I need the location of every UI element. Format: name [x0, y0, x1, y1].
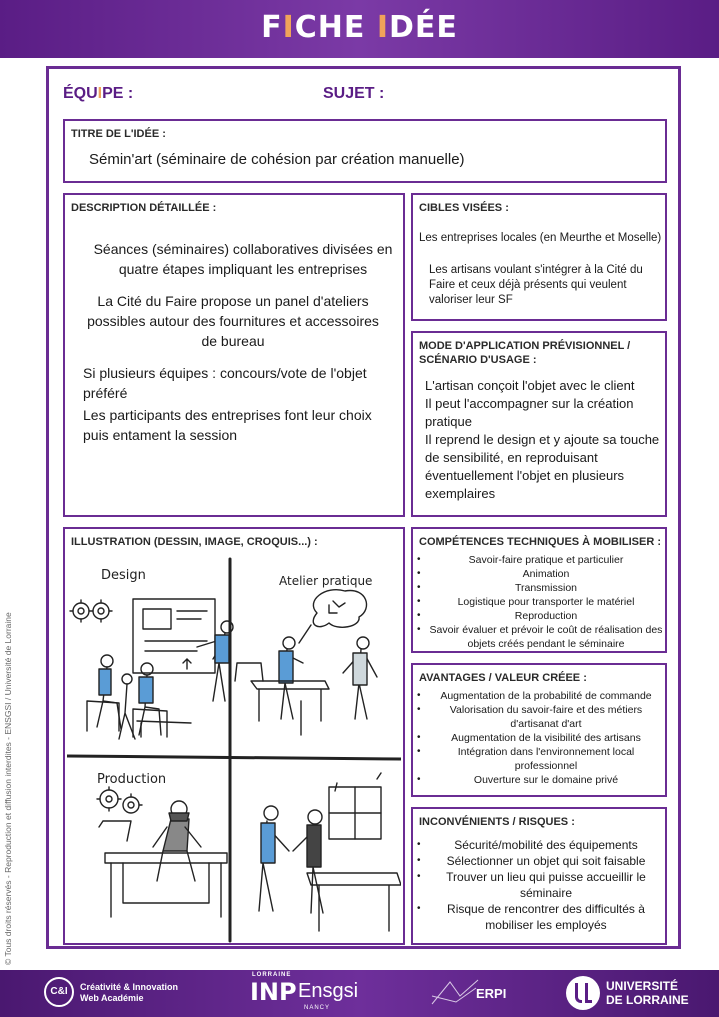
advantages-box [411, 663, 667, 797]
audience-figures [87, 655, 167, 739]
description-box [63, 193, 405, 517]
illustration-label: ILLUSTRATION (DESSIN, IMAGE, CROQUIS...) : [71, 536, 318, 548]
gears-icon [70, 600, 112, 622]
advantages-list [415, 689, 663, 787]
erpi-logo-mark [430, 976, 480, 1010]
list-item: • Augmentation de la visibilité des artisans [415, 731, 663, 745]
quadrant-divider-horizontal [67, 756, 401, 759]
risks-label: INCONVÉNIENTS / RISQUES : [419, 816, 575, 828]
scenario-label: MODE D'APPLICATION PRÉVISIONNEL / SCÉNARIO D'USAGE : [419, 340, 631, 366]
inp-small-label: LORRAINE [252, 972, 292, 978]
list-item: • Reproduction [415, 609, 663, 623]
description-label: DESCRIPTION DÉTAILLÉE : [71, 202, 217, 214]
subject-label: SUJET : [323, 85, 385, 102]
form-frame [46, 66, 681, 949]
participant-figure [343, 637, 377, 719]
risks-list [415, 837, 663, 933]
targets-box [411, 193, 667, 321]
header-banner [0, 0, 719, 58]
scenario-box [411, 331, 667, 517]
copyright-note: © Tous droits réservés - Reproduction et diffusion interdites - ENSGSI / Université de Lorraine [3, 612, 13, 965]
description-paragraph-2: La Cité du Faire propose un panel d'ateliers possibles autour des fournitures et accessoires de bureau [87, 293, 379, 349]
inp-logo: INP [250, 978, 297, 1006]
description-paragraph-4: Les participants des entreprises font leur choix puis entament la session [83, 407, 372, 443]
list-item: • Sélectionner un objet qui soit faisable [415, 853, 663, 869]
ci-logo: C&I [44, 977, 74, 1007]
whiteboard [133, 599, 215, 673]
production-table [105, 853, 227, 863]
targets-label: CIBLES VISÉES : [419, 202, 509, 214]
skills-list [415, 553, 663, 651]
handshake-figures [259, 806, 323, 913]
idea-title-label: TITRE DE L'IDÉE : [71, 128, 166, 140]
skills-label: COMPÉTENCES TECHNIQUES À MOBILISER : [419, 536, 662, 548]
targets-paragraph-1: Les entreprises locales (en Meurthe et Moselle) [419, 232, 662, 244]
advantages-label: AVANTAGES / VALEUR CRÉEE : [419, 672, 587, 684]
list-item: • Risque de rencontrer des difficultés à mobiliser les employés [415, 901, 663, 933]
list-item: • Animation [415, 567, 663, 581]
list-item: • Intégration dans l'environnement local professionnel [415, 745, 663, 773]
list-item: • Savoir évaluer et prévoir le coût de réalisation des objets créés pendant le séminaire [415, 623, 663, 651]
list-item: • Transmission [415, 581, 663, 595]
idea-title-box [63, 119, 667, 183]
footer-banner [0, 970, 719, 1017]
ul-logo-icon [566, 976, 600, 1010]
list-item: • Savoir-faire pratique et particulier [415, 553, 663, 567]
list-item: • Valorisation du savoir-faire et des métiers d'artisanat d'art [415, 703, 663, 731]
targets-paragraph-2: Les artisans voulant s'intégrer à la Cité du Faire et ceux déjà présents qui veulent valoriser leur SF [429, 264, 643, 306]
quadrant-label-design: Design [101, 568, 146, 583]
worker-figure [153, 801, 201, 881]
page-title: FICHE IDÉE [261, 10, 458, 45]
ensgsi-logo: Ensgsi [298, 980, 359, 1002]
team-label: ÉQUIPE : [63, 85, 134, 102]
risks-box [411, 807, 667, 945]
scenario-text: L'artisan conçoit l'objet avec le client Il peut l'accompagner sur la création pratique Il reprend le design et y ajoute sa touche de sensibilité, en reproduisant éventuellement l'objet en plusieurs exemplaires [425, 378, 660, 501]
nancy-label: NANCY [304, 1005, 331, 1011]
gears-icon-production [97, 787, 142, 841]
ul-logo-text: UNIVERSITÉ DE LORRAINE [606, 979, 689, 1007]
list-item: • Logistique pour transporter le matériel [415, 595, 663, 609]
illustration-box [63, 527, 405, 945]
erpi-logo: ERPI [476, 986, 507, 1001]
list-item: • Ouverture sur le domaine privé [415, 773, 663, 787]
skills-box [411, 527, 667, 653]
quadrant-label-atelier: Atelier pratique [279, 574, 373, 588]
list-item: • Augmentation de la probabilité de commande [415, 689, 663, 703]
description-paragraph-1: Séances (séminaires) collaboratives divisées en quatre étapes impliquant les entreprises [93, 241, 393, 277]
list-item: • Trouver un lieu qui puisse accueillir le séminaire [415, 869, 663, 901]
ci-logo-text: Créativité & Innovation Web Académie [80, 982, 179, 1003]
craftsman-figure [279, 637, 303, 719]
idea-title-value: Sémin'art (séminaire de cohésion par création manuelle) [89, 151, 465, 168]
sketch-illustration [67, 551, 401, 943]
description-paragraph-3: Si plusieurs équipes : concours/vote de l'objet préféré [83, 365, 367, 401]
speech-bubble [313, 590, 366, 628]
list-item: • Sécurité/mobilité des équipements [415, 837, 663, 853]
quadrant-label-production: Production [97, 772, 167, 787]
